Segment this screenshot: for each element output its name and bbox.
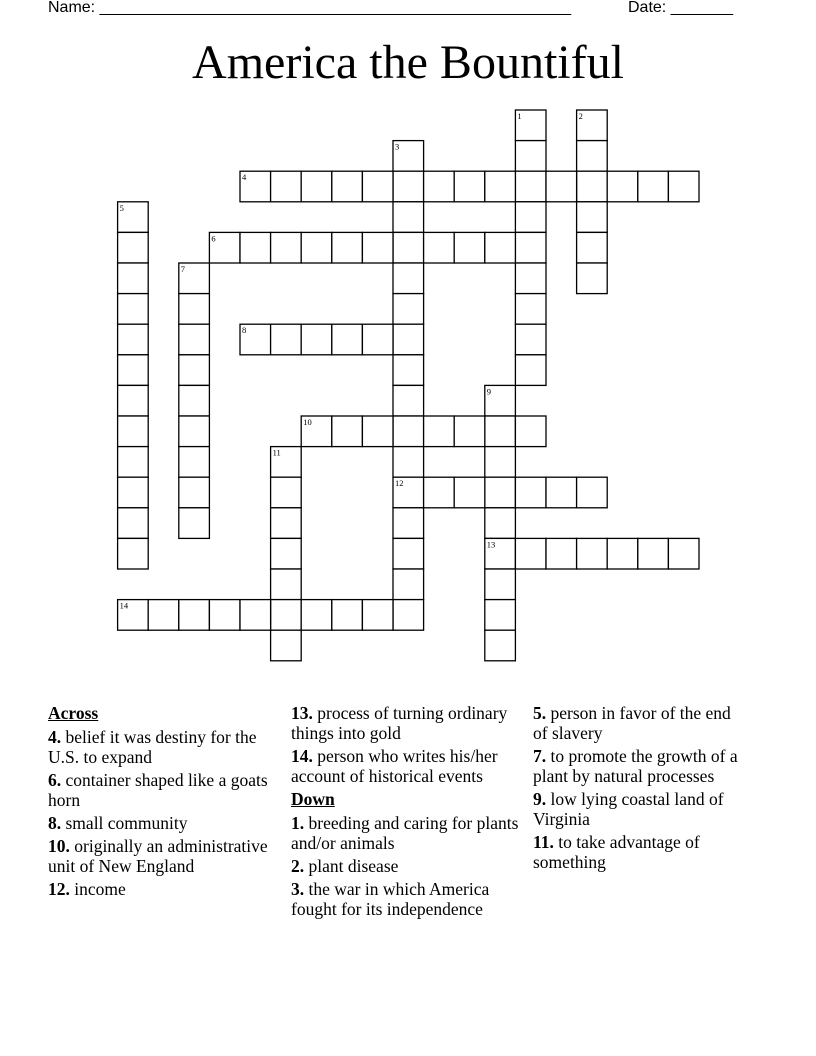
- grid-cell[interactable]: [118, 385, 149, 416]
- grid-cell[interactable]: [577, 202, 608, 233]
- grid-cell[interactable]: [638, 171, 669, 202]
- grid-cell[interactable]: [179, 385, 210, 416]
- grid-cell[interactable]: [515, 538, 546, 569]
- grid-cell[interactable]: [546, 538, 577, 569]
- clue-number: 9: [486, 386, 492, 397]
- across-clue-10: 10. originally an administrative unit of New England: [48, 836, 268, 876]
- clue-column-2: [291, 703, 523, 922]
- grid-cell[interactable]: [332, 324, 363, 355]
- grid-cell[interactable]: [118, 508, 149, 539]
- clue-number: 14: [119, 600, 129, 611]
- grid-cell[interactable]: [301, 324, 332, 355]
- grid-cell[interactable]: [515, 416, 546, 447]
- clue-column-3: [533, 703, 748, 875]
- across-clue-4: 4. belief it was destiny for the U.S. to expand: [48, 727, 257, 767]
- grid-cell[interactable]: [515, 232, 546, 263]
- grid-cell[interactable]: [271, 477, 302, 508]
- grid-cell[interactable]: [209, 600, 240, 631]
- grid-cell[interactable]: [393, 232, 424, 263]
- grid-cell[interactable]: [393, 538, 424, 569]
- grid-cell[interactable]: [577, 263, 608, 294]
- grid-cell[interactable]: [515, 141, 546, 172]
- grid-cell[interactable]: [546, 171, 577, 202]
- grid-cell[interactable]: [454, 477, 485, 508]
- page-title: America the Bountiful: [192, 36, 624, 89]
- grid-cell[interactable]: [332, 600, 363, 631]
- across-clue-6: 6. container shaped like a goats horn: [48, 770, 268, 810]
- clue-number: 2: [578, 111, 583, 121]
- grid-cell[interactable]: [118, 263, 149, 294]
- grid-cell[interactable]: [607, 171, 638, 202]
- grid-cell[interactable]: [118, 416, 149, 447]
- grid-cell[interactable]: [271, 538, 302, 569]
- grid-cell[interactable]: [271, 508, 302, 539]
- down-heading: Down: [291, 789, 335, 809]
- grid-cell[interactable]: [515, 202, 546, 233]
- name-label: Name:: [48, 0, 100, 16]
- grid-cell[interactable]: [515, 477, 546, 508]
- grid-cell[interactable]: [485, 600, 516, 631]
- grid-cell[interactable]: [118, 294, 149, 325]
- down-clue-1: 1. breeding and caring for plants and/or animals: [291, 813, 519, 853]
- grid-cell[interactable]: [118, 447, 149, 478]
- grid-cell[interactable]: [393, 324, 424, 355]
- clue-number: 12: [395, 478, 404, 489]
- grid-cell[interactable]: [271, 232, 302, 263]
- across-heading: Across: [48, 703, 99, 723]
- down-clue-3: 3. the war in which America fought for its independence: [291, 879, 490, 919]
- grid-cell[interactable]: [362, 232, 393, 263]
- grid-cell[interactable]: [118, 324, 149, 355]
- grid-cell[interactable]: [393, 447, 424, 478]
- grid-cell[interactable]: [638, 538, 669, 569]
- grid-cell[interactable]: [393, 416, 424, 447]
- clue-number: 6: [211, 233, 216, 244]
- grid-cell[interactable]: [485, 630, 516, 661]
- clue-number: 1: [517, 111, 522, 121]
- clue-number: 11: [272, 447, 281, 458]
- down-clue-11: 11. to take advantage of something: [533, 832, 700, 872]
- grid-cell[interactable]: [271, 630, 302, 661]
- grid-cell[interactable]: [271, 171, 302, 202]
- clue-number: 13: [486, 539, 496, 550]
- grid-cell[interactable]: [148, 600, 179, 631]
- grid-cell[interactable]: [485, 477, 516, 508]
- grid-cell[interactable]: [393, 294, 424, 325]
- grid-cell[interactable]: [515, 263, 546, 294]
- grid-cell[interactable]: [485, 171, 516, 202]
- grid-cell[interactable]: [362, 171, 393, 202]
- clue-column-1: [48, 703, 278, 902]
- date-label: Date:: [628, 0, 671, 16]
- grid-cell[interactable]: [515, 355, 546, 386]
- grid-cell[interactable]: [393, 263, 424, 294]
- grid-cell[interactable]: [301, 600, 332, 631]
- grid-cell[interactable]: [454, 171, 485, 202]
- grid-cell[interactable]: [240, 600, 271, 631]
- grid-cell[interactable]: [607, 538, 638, 569]
- grid-cell[interactable]: [515, 294, 546, 325]
- grid-cell[interactable]: [393, 508, 424, 539]
- date-field[interactable]: _______: [670, 0, 733, 16]
- grid-cell[interactable]: [454, 232, 485, 263]
- across-clue-14: 14. person who writes his/her account of historical events: [291, 746, 498, 786]
- grid-cell[interactable]: [179, 508, 210, 539]
- grid-cell[interactable]: [271, 600, 302, 631]
- grid-cell[interactable]: [362, 324, 393, 355]
- grid-cell[interactable]: [424, 171, 455, 202]
- grid-cell[interactable]: [362, 600, 393, 631]
- grid-cell[interactable]: [546, 477, 577, 508]
- grid-cell[interactable]: [301, 171, 332, 202]
- grid-cell[interactable]: [485, 232, 516, 263]
- grid-cell[interactable]: [393, 355, 424, 386]
- grid-cell[interactable]: [515, 171, 546, 202]
- grid-cell[interactable]: [577, 141, 608, 172]
- clue-number: 7: [180, 264, 186, 274]
- clue-number: 4: [242, 172, 247, 183]
- name-field[interactable]: _____________________________________________________: [99, 0, 572, 16]
- down-clue-9: 9. low lying coastal land of Virginia: [533, 789, 724, 829]
- grid-cell[interactable]: [393, 569, 424, 600]
- grid-cell[interactable]: [271, 569, 302, 600]
- grid-cell[interactable]: [515, 324, 546, 355]
- grid-cell[interactable]: [332, 232, 363, 263]
- grid-cell[interactable]: [577, 538, 608, 569]
- grid-cell[interactable]: [485, 569, 516, 600]
- grid-cell[interactable]: [179, 447, 210, 478]
- grid-cell[interactable]: [485, 447, 516, 478]
- grid-cell[interactable]: [668, 171, 699, 202]
- grid-cell[interactable]: [179, 324, 210, 355]
- grid-cell[interactable]: [271, 324, 302, 355]
- down-clue-2: 2. plant disease: [291, 856, 399, 876]
- clue-number: 10: [303, 417, 312, 427]
- grid-cell[interactable]: [393, 202, 424, 233]
- clue-number: 3: [395, 141, 400, 152]
- grid-cell[interactable]: [301, 232, 332, 263]
- grid-cell[interactable]: [424, 477, 455, 508]
- grid-cell[interactable]: [424, 416, 455, 447]
- across-clue-13: 13. process of turning ordinary things into gold: [291, 703, 508, 743]
- grid-cell[interactable]: [240, 232, 271, 263]
- grid-cell[interactable]: [179, 416, 210, 447]
- grid-cell[interactable]: [577, 171, 608, 202]
- grid-cell[interactable]: [118, 477, 149, 508]
- grid-cell[interactable]: [577, 477, 608, 508]
- grid-cell[interactable]: [179, 355, 210, 386]
- grid-cell[interactable]: [424, 232, 455, 263]
- grid-cell[interactable]: [362, 416, 393, 447]
- grid-cell[interactable]: [577, 232, 608, 263]
- across-clue-12: 12. income: [48, 879, 126, 899]
- grid-cell[interactable]: [454, 416, 485, 447]
- grid-cell[interactable]: [393, 600, 424, 631]
- grid-cell[interactable]: [118, 232, 149, 263]
- grid-cell[interactable]: [179, 477, 210, 508]
- clue-number: 5: [119, 202, 124, 213]
- grid-cell[interactable]: [485, 416, 516, 447]
- grid-cell[interactable]: [179, 600, 210, 631]
- clue-number: 8: [242, 325, 247, 336]
- down-clue-5: 5. person in favor of the end of slavery: [533, 703, 731, 743]
- grid-cell[interactable]: [393, 385, 424, 416]
- grid-cell[interactable]: [332, 171, 363, 202]
- across-clue-8: 8. small community: [48, 813, 188, 833]
- grid-cell[interactable]: [332, 416, 363, 447]
- grid-cell[interactable]: [668, 538, 699, 569]
- down-clue-7: 7. to promote the growth of a plant by natural processes: [533, 746, 738, 786]
- grid-cell[interactable]: [485, 508, 516, 539]
- grid-cell[interactable]: [118, 538, 149, 569]
- grid-cell[interactable]: [179, 294, 210, 325]
- grid-cell[interactable]: [393, 171, 424, 202]
- grid-cell[interactable]: [118, 355, 149, 386]
